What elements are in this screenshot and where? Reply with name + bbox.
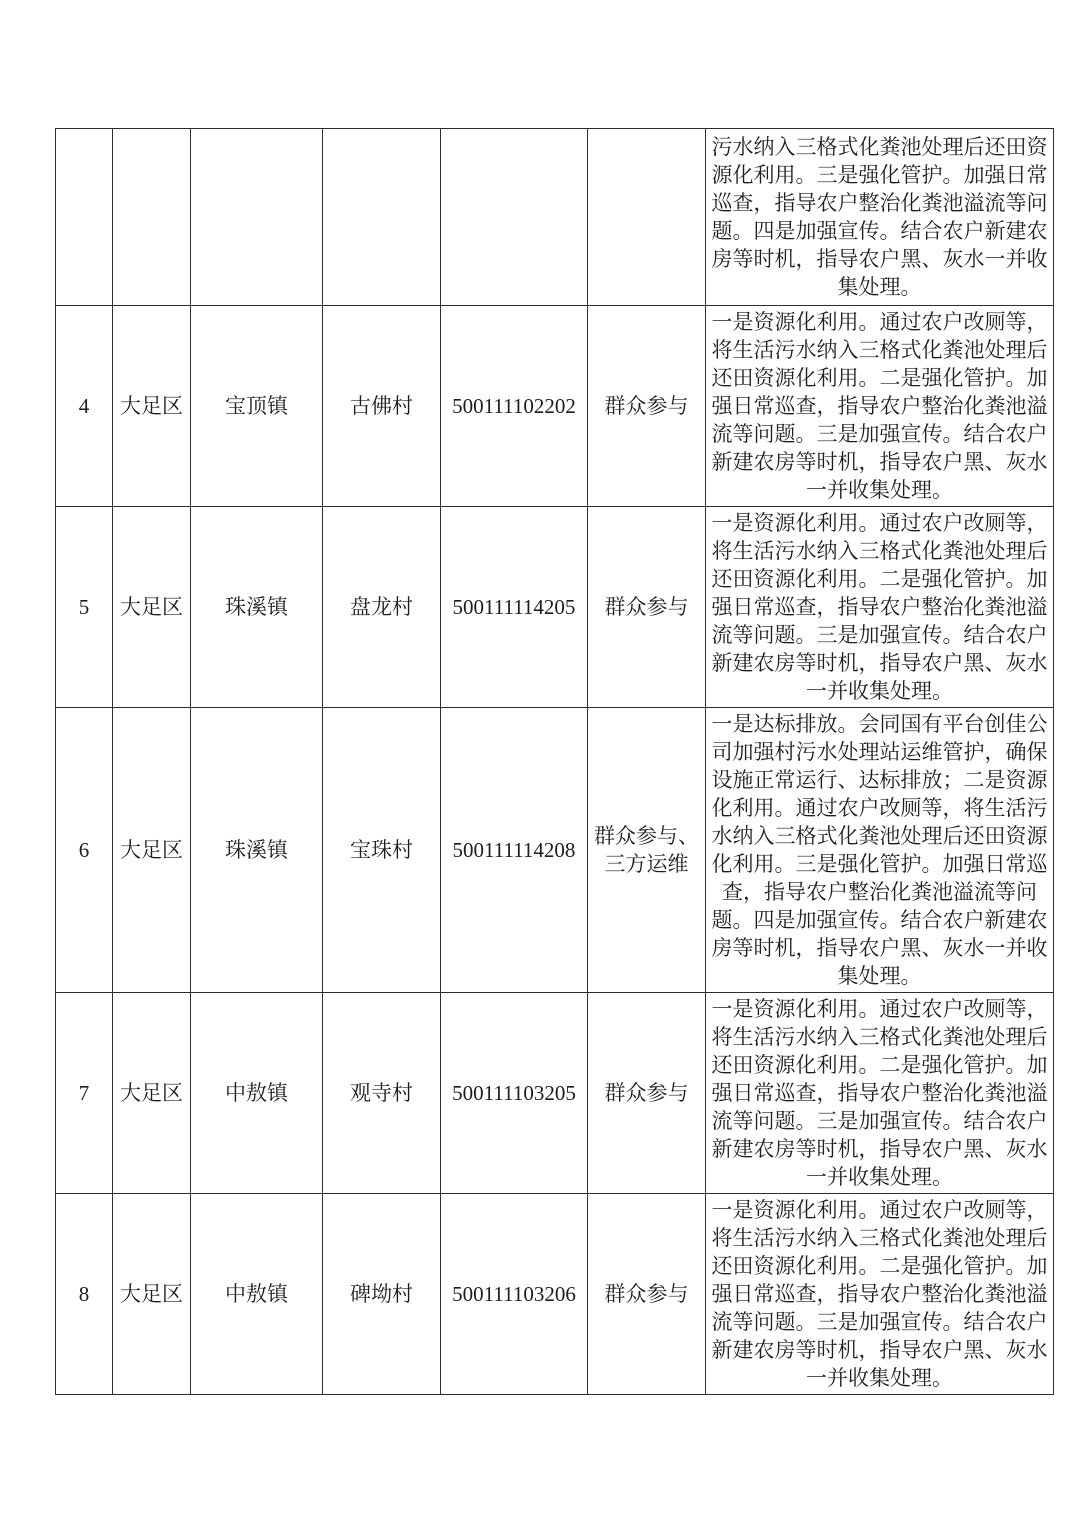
- district-cell: 大足区: [113, 306, 191, 507]
- village-code-cell: 500111102202: [441, 306, 588, 507]
- treatment-mode-cell: 群众参与: [588, 507, 706, 708]
- village-cell: [323, 129, 441, 306]
- village-code-cell: 500111114205: [441, 507, 588, 708]
- row-number-cell: 4: [56, 306, 113, 507]
- village-cell: 碑坳村: [323, 1194, 441, 1395]
- district-cell: 大足区: [113, 1194, 191, 1395]
- town-cell: 中敖镇: [191, 1194, 323, 1395]
- district-cell: 大足区: [113, 507, 191, 708]
- table-row: [56, 708, 1054, 993]
- village-cell: 古佛村: [323, 306, 441, 507]
- treatment-mode-cell: 群众参与、三方运维: [588, 708, 706, 993]
- table-row: [56, 306, 1054, 507]
- treatment-mode-cell: 群众参与: [588, 993, 706, 1194]
- village-sewage-treatment-table: [55, 128, 1054, 1395]
- village-cell: 宝珠村: [323, 708, 441, 993]
- treatment-mode-cell: [588, 129, 706, 306]
- table-row-continuation: [56, 129, 1054, 306]
- district-cell: 大足区: [113, 993, 191, 1194]
- measures-cell: 一是资源化利用。通过农户改厕等，将生活污水纳入三格式化粪池处理后还田资源化利用。二是强化管护。加强日常巡查，指导农户整治化粪池溢流等问题。三是加强宣传。结合农户新建农房等时机，指导农户黑、灰水一并收集处理。: [706, 507, 1054, 708]
- row-number-cell: 6: [56, 708, 113, 993]
- village-code-cell: [441, 129, 588, 306]
- measures-cell: 一是资源化利用。通过农户改厕等，将生活污水纳入三格式化粪池处理后还田资源化利用。二是强化管护。加强日常巡查，指导农户整治化粪池溢流等问题。三是加强宣传。结合农户新建农房等时机，指导农户黑、灰水一并收集处理。: [706, 306, 1054, 507]
- measures-cell: 污水纳入三格式化粪池处理后还田资源化利用。三是强化管护。加强日常巡查，指导农户整治化粪池溢流等问题。四是加强宣传。结合农户新建农房等时机，指导农户黑、灰水一并收集处理。: [706, 129, 1054, 306]
- village-code-cell: 500111114208: [441, 708, 588, 993]
- town-cell: 珠溪镇: [191, 708, 323, 993]
- village-cell: 盘龙村: [323, 507, 441, 708]
- treatment-mode-cell: 群众参与: [588, 1194, 706, 1395]
- village-code-cell: 500111103206: [441, 1194, 588, 1395]
- town-cell: 珠溪镇: [191, 507, 323, 708]
- village-cell: 观寺村: [323, 993, 441, 1194]
- table-row: [56, 507, 1054, 708]
- town-cell: 宝顶镇: [191, 306, 323, 507]
- table-row: [56, 993, 1054, 1194]
- town-cell: 中敖镇: [191, 993, 323, 1194]
- district-cell: 大足区: [113, 708, 191, 993]
- measures-cell: 一是达标排放。会同国有平台创佳公司加强村污水处理站运维管护，确保设施正常运行、达标排放；二是资源化利用。通过农户改厕等，将生活污水纳入三格式化粪池处理后还田资源化利用。三是强化管护。加强日常巡查，指导农户整治化粪池溢流等问题。四是加强宣传。结合农户新建农房等时机，指导农户黑、灰水一并收集处理。: [706, 708, 1054, 993]
- measures-cell: 一是资源化利用。通过农户改厕等，将生活污水纳入三格式化粪池处理后还田资源化利用。二是强化管护。加强日常巡查，指导农户整治化粪池溢流等问题。三是加强宣传。结合农户新建农房等时机，指导农户黑、灰水一并收集处理。: [706, 993, 1054, 1194]
- district-cell: [113, 129, 191, 306]
- row-number-cell: 5: [56, 507, 113, 708]
- town-cell: [191, 129, 323, 306]
- village-code-cell: 500111103205: [441, 993, 588, 1194]
- table-row: [56, 1194, 1054, 1395]
- treatment-mode-cell: 群众参与: [588, 306, 706, 507]
- row-number-cell: 7: [56, 993, 113, 1194]
- row-number-cell: [56, 129, 113, 306]
- row-number-cell: 8: [56, 1194, 113, 1395]
- measures-cell: 一是资源化利用。通过农户改厕等，将生活污水纳入三格式化粪池处理后还田资源化利用。二是强化管护。加强日常巡查，指导农户整治化粪池溢流等问题。三是加强宣传。结合农户新建农房等时机，指导农户黑、灰水一并收集处理。: [706, 1194, 1054, 1395]
